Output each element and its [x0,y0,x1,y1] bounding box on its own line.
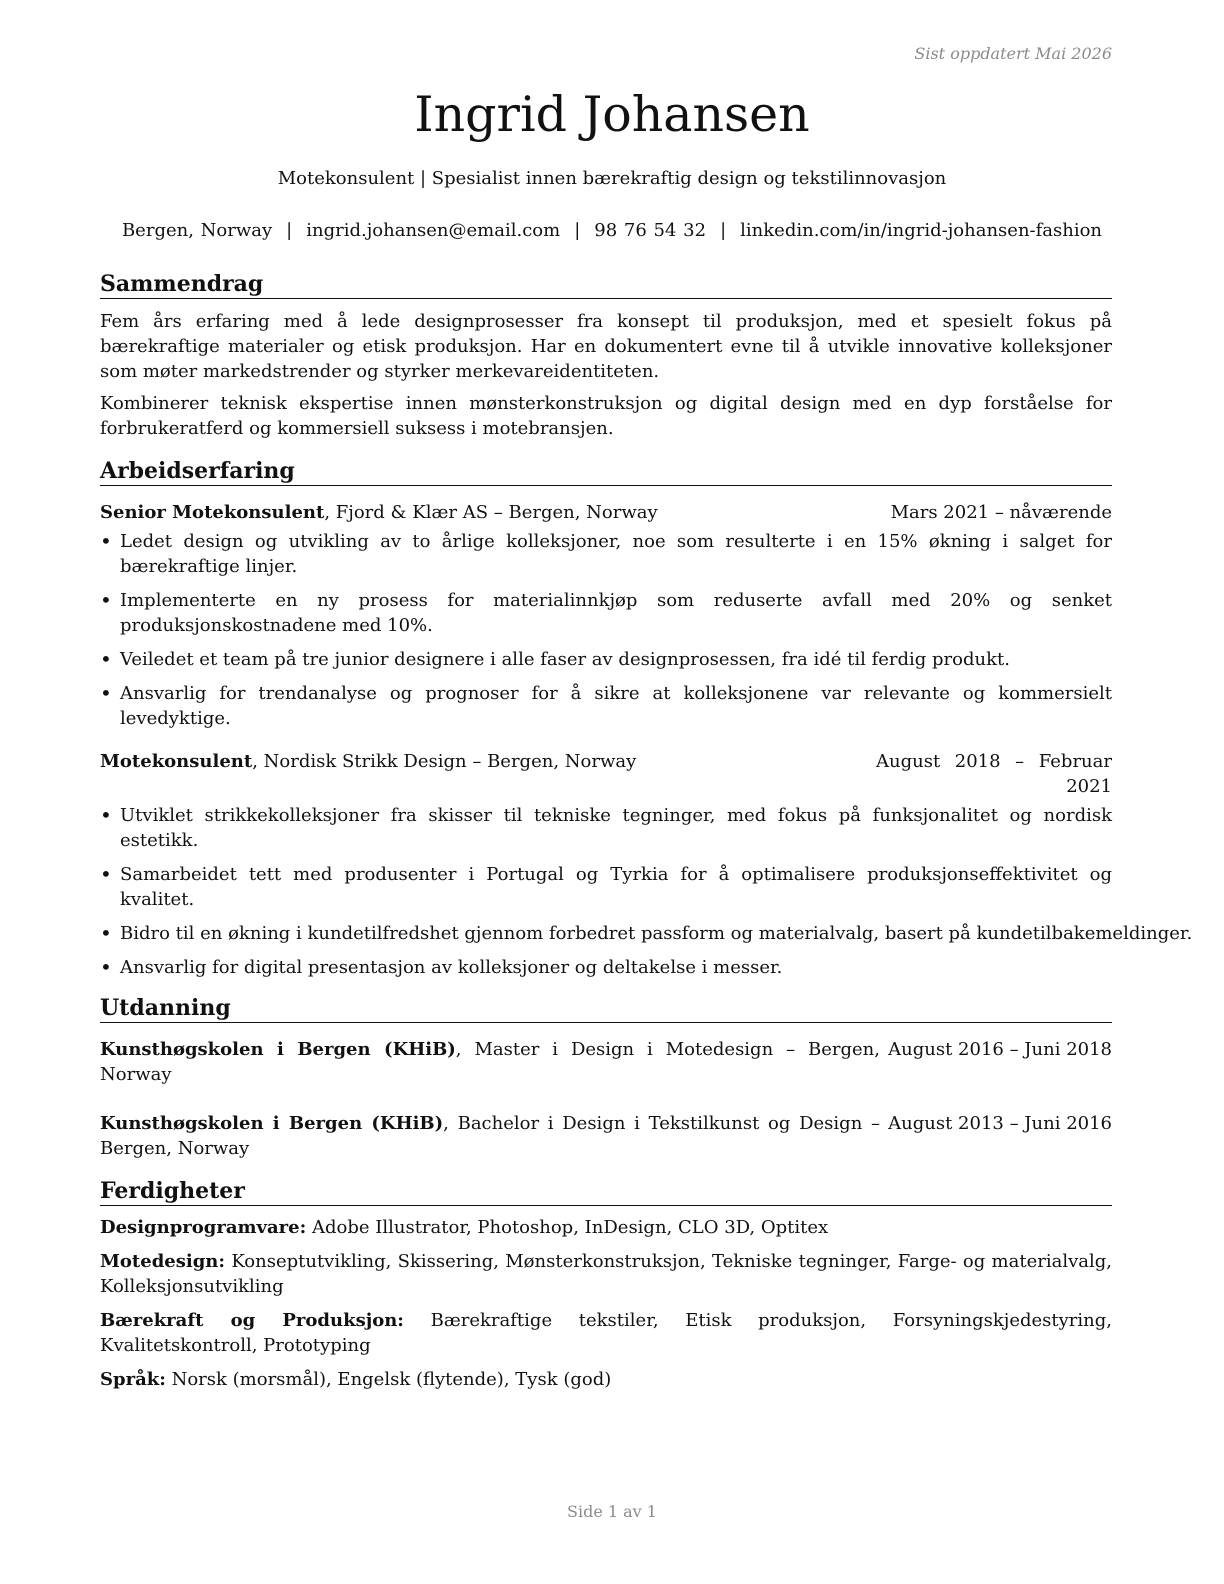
job-header [100,500,1112,525]
skill-line [100,1249,1112,1299]
job-role: Senior Motekonsulent [100,502,325,523]
section-title-education: Utdanning [100,994,1112,1023]
contact-separator: | [286,220,293,241]
job-bullet: • Implementerte en ny prosess for materialinnkjøp som reduserte avfall med 20% og senket produksjonskostnadene med 10%. [100,588,1112,638]
job-header [100,749,1112,799]
skills-section [100,1177,1112,1392]
skill-line [100,1367,1112,1392]
section-title-summary: Sammendrag [100,270,1112,299]
education-detail: , Bachelor i Design i Tekstilkunst og Design – Bergen, Norway [100,1113,880,1159]
education-entry [100,1037,1112,1087]
contact-separator: | [720,220,727,241]
experience-section [100,457,1193,980]
summary-section [100,270,1112,441]
job-entry [100,749,1193,980]
section-title-experience: Arbeidserfaring [100,457,1112,486]
education-school: Kunsthøgskolen i Bergen (KHiB) [100,1039,456,1060]
contact-linkedin[interactable]: linkedin.com/in/ingrid-johansen-fashion [740,220,1103,241]
education-text [100,1111,880,1161]
skill-value: Bærekraftige tekstiler, Etisk produksjon, Forsyningskjedestyring, Kvalitetskontroll, Prototyping [100,1310,1112,1356]
job-company: , Fjord & Klær AS – Bergen, Norway [324,502,658,523]
job-dates: Mars 2021 – nåværende [890,502,1112,523]
job-company: , Nordisk Strikk Design – Bergen, Norway [252,751,637,772]
job-bullet: • Ansvarlig for trendanalyse og prognoser for å sikre at kolleksjonene var relevante og kommersielt levedyktige. [100,681,1112,731]
skill-value: Konseptutvikling, Skissering, Mønsterkonstruksjon, Tekniske tegninger, Farge- og materialvalg, Kolleksjonsutvikling [100,1251,1112,1297]
contact-line [0,220,1224,241]
education-dates: August 2013 – Juni 2016 [888,1113,1112,1134]
job-bullet: • Veiledet et team på tre junior designere i alle faser av designprosessen, fra idé til ferdig produkt. [100,647,1112,672]
education-school: Kunsthøgskolen i Bergen (KHiB) [100,1113,444,1134]
education-text [100,1037,880,1087]
education-entry [100,1111,1112,1161]
skill-value: Adobe Illustrator, Photoshop, InDesign, CLO 3D, Optitex [306,1217,829,1238]
job-title-line [100,500,658,525]
skill-label: Språk: [100,1369,166,1390]
education-dates: August 2016 – Juni 2018 [888,1039,1112,1060]
skill-line [100,1308,1112,1358]
contact-email[interactable]: ingrid.johansen@email.com [306,220,561,241]
skill-line [100,1215,1112,1240]
job-bullet: • Ansvarlig for digital presentasjon av kolleksjoner og deltakelse i messer. [100,955,1112,980]
job-bullets [100,803,1193,980]
job-role: Motekonsulent [100,751,253,772]
job-entry [100,500,1112,731]
summary-paragraph: Kombinerer teknisk ekspertise innen mønsterkonstruksjon og digital design med en dyp forståelse for forbrukeratferd og kommersiell suksess i motebransjen. [100,393,1112,439]
job-bullet: • Samarbeidet tett med produsenter i Portugal og Tyrkia for å optimalisere produksjonseffektivitet og kvalitet. [100,862,1112,912]
summary-paragraph: Fem års erfaring med å lede designprosesser fra konsept til produksjon, med et spesielt fokus på bærekraftige materialer og etisk produksjon. Har en dokumentert evne til å utvikle innovative kolleksjoner som møter markedstrender og styrker merkevareidentiteten. [100,311,1112,382]
education-detail: , Master i Design i Motedesign – Bergen, Norway [100,1039,880,1085]
last-updated: Sist oppdatert Mai 2026 [914,44,1112,63]
contact-phone: 98 76 54 32 [594,220,707,241]
tagline: Motekonsulent | Spesialist innen bærekraftig design og tekstilinnovasjon [277,168,947,189]
job-bullet: • Utviklet strikkekolleksjoner fra skisser til tekniske tegninger, med fokus på funksjonalitet og nordisk estetikk. [100,803,1112,853]
page-number: Side 1 av 1 [567,1502,657,1521]
education-section [100,994,1112,1161]
skill-label: Bærekraft og Produksjon: [100,1310,404,1331]
skill-label: Motedesign: [100,1251,226,1272]
job-dates: August 2018 – Februar 2021 [876,751,1112,797]
job-bullet: • Ledet design og utvikling av to årlige kolleksjoner, noe som resulterte i en 15% økning i salget for bærekraftige linjer. [100,529,1112,579]
skill-value: Norsk (morsmål), Engelsk (flytende), Tysk (god) [165,1369,612,1390]
resume-content [100,270,1193,1392]
contact-separator: | [574,220,581,241]
job-bullets [100,529,1112,731]
contact-location: Bergen, Norway [121,220,273,241]
section-title-skills: Ferdigheter [100,1177,1112,1206]
job-bullet: • Bidro til en økning i kundetilfredshet gjennom forbedret passform og materialvalg, basert på kundetilbakemeldinger. [100,921,1112,946]
candidate-name: Ingrid Johansen [414,86,810,143]
skill-label: Designprogramvare: [100,1217,307,1238]
job-title-line [100,749,636,774]
